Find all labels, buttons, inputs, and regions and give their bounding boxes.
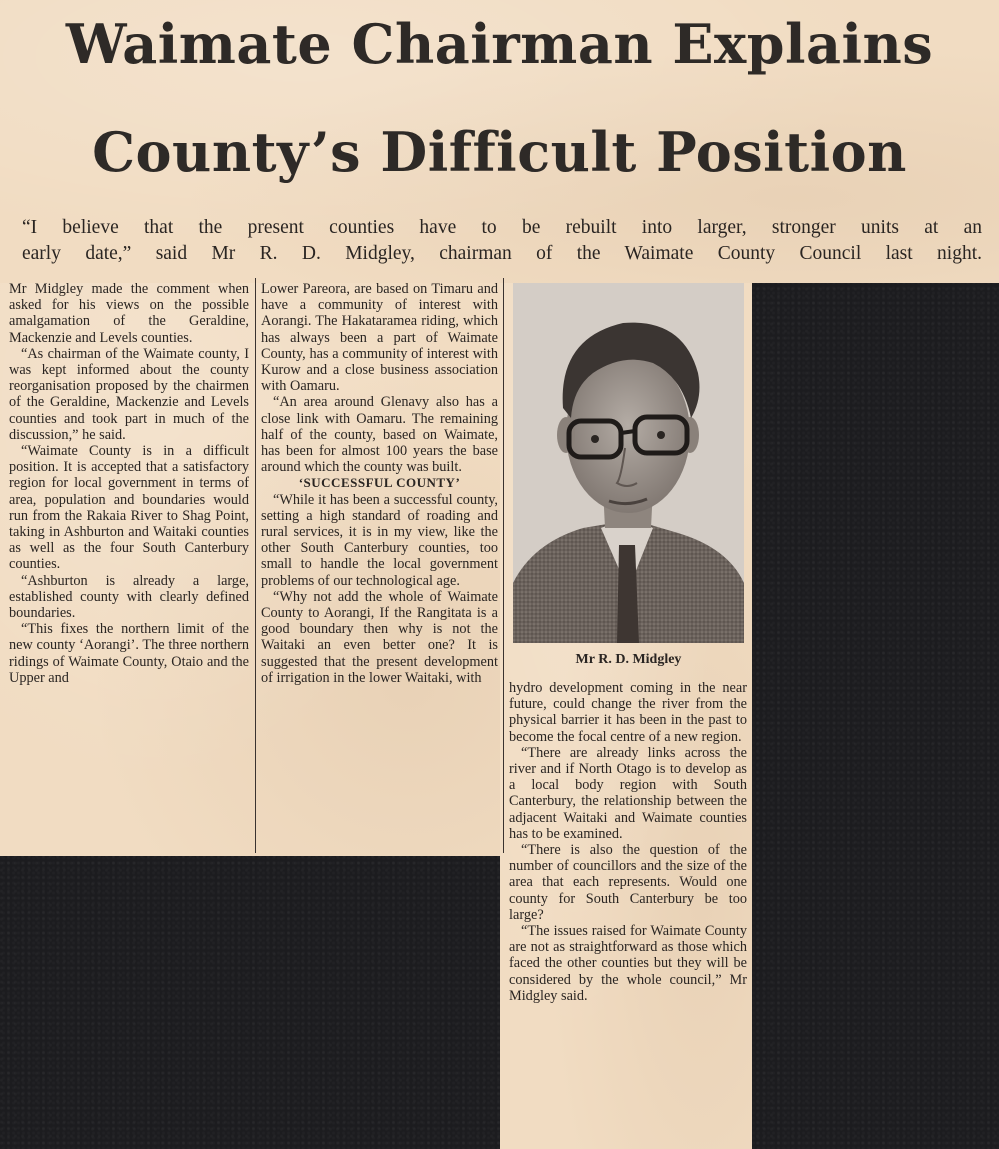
portrait-image xyxy=(513,283,744,643)
article-column-2 xyxy=(261,281,498,686)
paragraph: “Waimate County is in a difficult position. It is accepted that a satisfactory region for local government in terms of area, population and boundaries would run from the Rakaia River to Shag Point, taking in Ashburton and Waitaki counties as well as the four South Canterbury counties. xyxy=(9,443,249,573)
section-subhead: ‘SUCCESSFUL COUNTY’ xyxy=(298,475,461,491)
headline-line-1: Waimate Chairman Explains xyxy=(65,12,934,76)
column-rule-1 xyxy=(255,278,256,853)
photo-caption: Mr R. D. Midgley xyxy=(575,652,682,667)
paragraph: “There is also the question of the number of councillors and the size of the area that each represents. Would one county for South Canterbury be too large? xyxy=(509,842,747,923)
headline-line-2: County’s Difficult Position xyxy=(92,120,907,184)
portrait-photo xyxy=(513,283,744,643)
paragraph: Mr Midgley made the comment when asked for his views on the possible amalgamation of the Geraldine, Mackenzie and Levels counties. xyxy=(9,281,249,346)
paragraph: “An area around Glenavy also has a close link with Oamaru. The remaining half of the county, based on Waimate, has been for almost 100 years the base around which the county was built. xyxy=(261,394,498,476)
standfirst-line-2: early date,” said Mr R. D. Midgley, chairman of the Waimate County Council last night. xyxy=(22,243,982,264)
paragraph: “This fixes the northern limit of the new county ‘Aorangi’. The three northern ridings of Waimate County, Otaio and the Upper and xyxy=(9,621,249,686)
paragraph: “The issues raised for Waimate County are not as straightforward as those which faced the other counties but they will be considered by the whole council,” Mr Midgley said. xyxy=(509,923,747,1004)
article-column-3 xyxy=(509,680,747,1004)
column-rule-2 xyxy=(503,278,504,853)
standfirst-line-1: “I believe that the present counties have to be rebuilt into larger, stronger units at an xyxy=(22,217,982,238)
article-column-1 xyxy=(9,281,249,686)
paragraph: “Ashburton is already a large, established county with clearly defined boundaries. xyxy=(9,572,249,622)
paragraph: “There are already links across the river and if North Otago is to develop as a local body region with South Canterbury, the relationship between the adjacent Waitaki and Waimate counties has to be examined. xyxy=(509,744,747,842)
paragraph: “Why not add the whole of Waimate County to Aorangi, If the Rangitata is a good boundary then why is not the Waitaki an even better one? It is suggested that the present development of irrigation in the lower Waitaki, with xyxy=(261,588,498,686)
paragraph: hydro development coming in the near future, could change the river from the physical barrier it has been in the past to become the focal centre of a new region. xyxy=(509,680,747,745)
paragraph: Lower Pareora, are based on Timaru and have a community of interest with Aorangi. The Hakataramea riding, which has always been a part of Waimate County, has a community of interest with Kurow and a close business association with Oamaru. xyxy=(261,281,498,395)
paragraph: “As chairman of the Waimate county, I was kept informed about the county reorganisation proposed by the chairmen of the Geraldine, Mackenzie and Levels counties and took part in much of the discussion,” he said. xyxy=(9,345,249,443)
paragraph: “While it has been a successful county, setting a high standard of roading and rural services, it is in my view, like the other South Canterbury counties, too small to handle the local government problems of our technological age. xyxy=(261,491,498,589)
